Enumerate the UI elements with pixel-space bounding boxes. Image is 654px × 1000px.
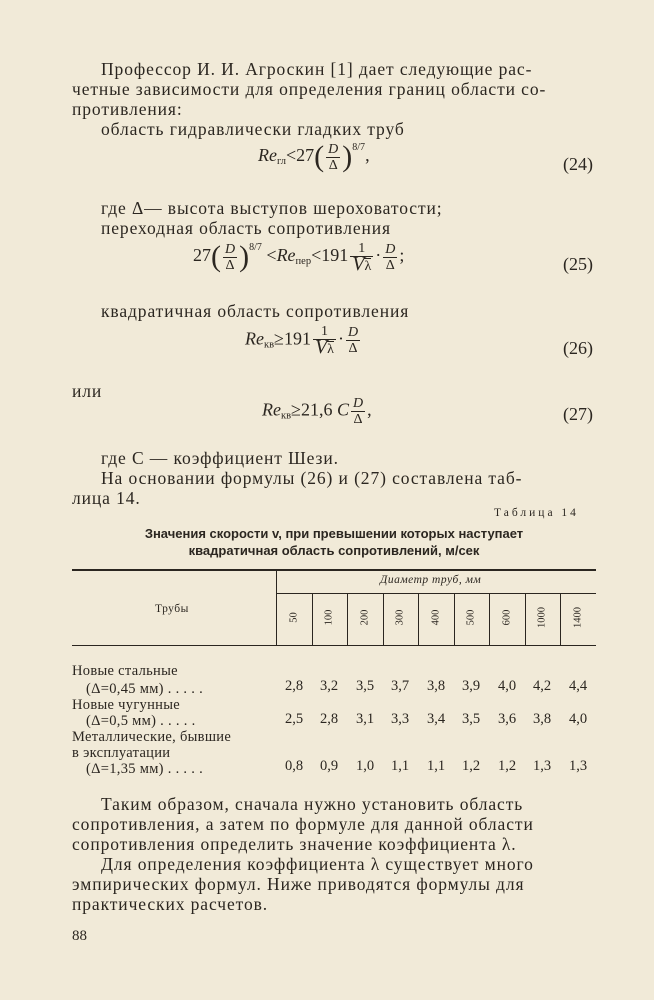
column-divider (383, 594, 384, 646)
table-title-line-1: Значения скорости v, при превышении которых наступает (144, 526, 524, 541)
table-cell: 3,5 (355, 678, 375, 694)
header-bottom-rule (72, 645, 596, 646)
column-divider (454, 594, 455, 646)
table-cell: 3,8 (532, 711, 552, 727)
table-cell: 1,1 (390, 758, 410, 774)
column-header-3: 300 (394, 609, 406, 626)
conclusion-line-1: Таким образом, сначала нужно установить область (101, 794, 524, 814)
table-cell: 1,2 (461, 758, 481, 774)
intro-line-3: противления: (72, 99, 183, 119)
table-label: Таблица 14 (494, 507, 579, 519)
transition-zone-line: переходная область сопротивления (101, 218, 391, 238)
column-header-4: 400 (430, 609, 442, 626)
column-divider (347, 594, 348, 646)
column-divider (489, 594, 490, 646)
diameter-header: Диаметр труб, мм (380, 574, 482, 586)
row-label: (Δ=0,45 мм) . . . . . (86, 681, 204, 697)
column-divider (525, 594, 526, 646)
equation-number-25: (25) (563, 254, 593, 274)
row-label: Металлические, бывшие (72, 729, 232, 745)
stub-header: Трубы (155, 603, 189, 615)
row-label: Новые стальные (72, 663, 178, 679)
smooth-zone-line: область гидравлически гладких труб (101, 119, 405, 139)
or-word: или (72, 381, 103, 401)
page-number: 88 (72, 928, 87, 944)
lambda-line-2: эмпирических формул. Ниже приводятся формулы для (72, 874, 525, 894)
row-label: в эксплуатации (72, 745, 171, 761)
stub-divider (276, 570, 277, 646)
intro-line-1: Профессор И. И. Агроскин [1] дает следующие рас- (101, 59, 533, 79)
table-cell: 1,2 (497, 758, 517, 774)
table-cell: 3,2 (319, 678, 339, 694)
column-header-1: 100 (323, 609, 335, 626)
row-label: (Δ=1,35 мм) . . . . . (86, 761, 204, 777)
formula-26: $Re_{кв}\ge 191$ $\frac{1}{V\lambda}$ · $\frac{D}{\Delta}$ (245, 324, 359, 358)
table-cell: 3,7 (390, 678, 410, 694)
formula-27: $Re_{кв}\ge 21,6$ C $\frac{D}{\Delta}$ , (262, 396, 372, 427)
equation-number-27: (27) (563, 404, 593, 424)
column-header-8: 1400 (572, 607, 584, 628)
column-header-6: 600 (501, 609, 513, 626)
row-label: Новые чугунные (72, 697, 181, 713)
table-cell: 1,3 (532, 758, 552, 774)
table-cell: 4,4 (568, 678, 588, 694)
table-cell: 3,5 (461, 711, 481, 727)
table-cell: 1,0 (355, 758, 375, 774)
table-cell: 4,0 (497, 678, 517, 694)
table-title-line-2: квадратичная область сопротивлений, м/сек (188, 543, 480, 558)
column-header-7: 1000 (536, 607, 548, 628)
table-cell: 3,1 (355, 711, 375, 727)
table-cell: 4,2 (532, 678, 552, 694)
equation-number-24: (24) (563, 154, 593, 174)
formula-25: 27( $\frac{D}{\Delta}$ )$^{8/7} <Re_{пер}<191$ $\frac{1}{V\lambda}$ · $\frac{D}{\Delta}$ ; (193, 240, 405, 275)
conclusion-line-3: сопротивления определить значение коэффициента λ. (72, 834, 517, 854)
lambda-line-3: практических расчетов. (72, 894, 269, 914)
column-header-0: 50 (288, 612, 300, 623)
delta-definition: где Δ— высота выступов шероховатости; (101, 198, 443, 218)
table-cell: 3,9 (461, 678, 481, 694)
row-label: (Δ=0,5 мм) . . . . . (86, 713, 196, 729)
intro-line-2: четные зависимости для определения границ области со- (72, 79, 547, 99)
table-cell: 0,9 (319, 758, 339, 774)
conclusion-line-2: сопротивления, а затем по формуле для данной области (72, 814, 534, 834)
table-cell: 4,0 (568, 711, 588, 727)
table-cell: 1,1 (426, 758, 446, 774)
table-top-rule (72, 569, 596, 571)
column-header-2: 200 (359, 609, 371, 626)
column-header-5: 500 (465, 609, 477, 626)
basis-line-1: На основании формулы (26) и (27) составлена таб- (101, 468, 523, 488)
column-divider (418, 594, 419, 646)
table-cell: 3,4 (426, 711, 446, 727)
formula-24: $Re_{гл}<27$( $\frac{D}{\Delta}$ )$^{8/7}$, (258, 140, 370, 173)
column-divider (560, 594, 561, 646)
table-cell: 3,8 (426, 678, 446, 694)
column-divider (312, 594, 313, 646)
table-cell: 0,8 (284, 758, 304, 774)
lambda-line-1: Для определения коэффициента λ существует много (101, 854, 534, 874)
table-cell: 1,3 (568, 758, 588, 774)
table-cell: 2,8 (319, 711, 339, 727)
table-cell: 3,3 (390, 711, 410, 727)
basis-line-2: лица 14. (72, 488, 141, 508)
diameter-header-rule (276, 593, 596, 594)
chezy-definition: где C — коэффициент Шези. (101, 448, 339, 468)
quadratic-zone-line: квадратичная область сопротивления (101, 301, 410, 321)
equation-number-26: (26) (563, 338, 593, 358)
table-cell: 3,6 (497, 711, 517, 727)
table-cell: 2,8 (284, 678, 304, 694)
table-cell: 2,5 (284, 711, 304, 727)
